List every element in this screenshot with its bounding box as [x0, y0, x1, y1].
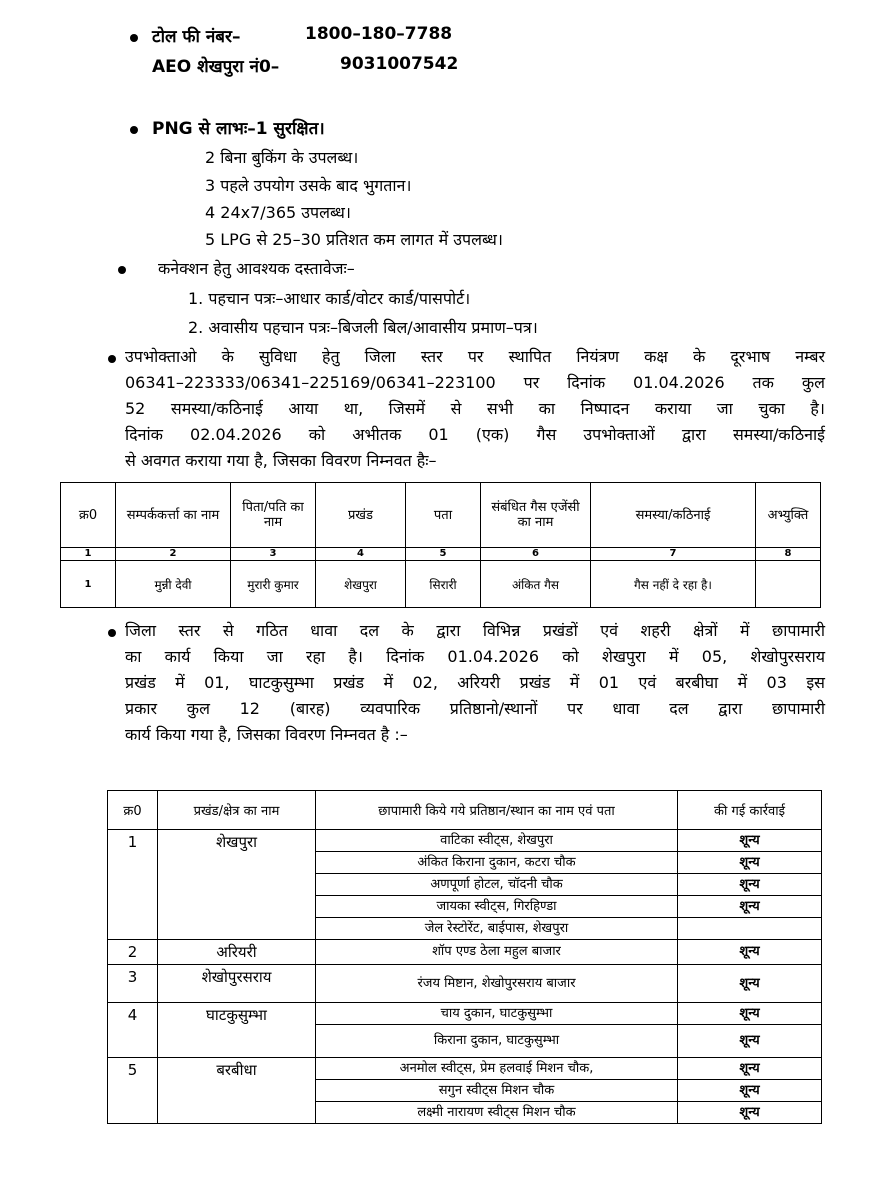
column-header: अभ्युक्ति — [756, 483, 821, 548]
raid-table — [107, 790, 822, 1124]
action-taken: शून्य — [678, 1058, 822, 1080]
toll-free-label: टोल फी नंबर– — [152, 27, 241, 47]
aeo-label: AEO शेखपुरा नं0– — [152, 57, 280, 77]
column-number: 4 — [316, 548, 406, 561]
table-cell: अंकित गैस — [481, 561, 591, 608]
document-item: 2. अवासीय पहचान पत्रः–बिजली बिल/आवासीय प्रमाण–पत्र। — [188, 318, 538, 337]
paragraph-line: का कार्य किया जा रहा है। दिनांक 01.04.2026 को शेखपुरा में 05, शेखोपुरसराय — [125, 647, 825, 666]
establishment-name: अणपूर्णा होटल, चॉदनी चौक — [316, 874, 678, 896]
paragraph-line: उपभोक्ताओ के सुविधा हेतु जिला स्तर पर स्थापित नियंत्रण कक्ष के दूरभाष नम्बर — [125, 347, 825, 366]
column-header: क्र0 — [61, 483, 116, 548]
block-name: शेखोपुरसराय — [158, 965, 316, 1003]
table-cell — [756, 561, 821, 608]
table-cell: शेखपुरा — [316, 561, 406, 608]
establishment-name: शॉप एण्ड ठेला महुल बाजार — [316, 940, 678, 965]
action-taken — [678, 918, 822, 940]
column-number: 7 — [591, 548, 756, 561]
png-benefit-item: 5 LPG से 25–30 प्रतिशत कम लागत में उपलब्ध। — [205, 230, 503, 249]
block-name: अरियरी — [158, 940, 316, 965]
bullet-icon — [118, 266, 126, 274]
complaints-table — [60, 482, 821, 608]
control-room-paragraph — [125, 344, 825, 474]
table-header-row — [108, 791, 822, 830]
serial-number: 3 — [108, 965, 158, 1003]
png-benefit-item: 3 पहले उपयोग उसके बाद भुगतान। — [205, 176, 412, 195]
establishment-name: किराना दुकान, घाटकुसुम्भा — [316, 1025, 678, 1058]
establishment-name: चाय दुकान, घाटकुसुम्भा — [316, 1003, 678, 1025]
establishment-name: जेल रेस्टोरेंट, बाईपास, शेखपुरा — [316, 918, 678, 940]
bullet-icon — [108, 355, 116, 363]
table-cell: मुरारी कुमार — [231, 561, 316, 608]
block-name: शेखपुरा — [158, 830, 316, 940]
column-number: 8 — [756, 548, 821, 561]
column-header: क्र0 — [108, 791, 158, 830]
paragraph-line: से अवगत कराया गया है, जिसका विवरण निम्नवत हैः– — [125, 451, 437, 470]
paragraph-line: प्रकार कुल 12 (बारह) व्यवपारिक प्रतिष्ठानो/स्थानों पर धावा दल द्वारा छापामारी — [125, 699, 825, 718]
table-row — [108, 1058, 822, 1080]
table-cell: सिरारी — [406, 561, 481, 608]
column-header: पता — [406, 483, 481, 548]
column-header: छापामारी किये गये प्रतिष्ठान/स्थान का नाम एवं पता — [316, 791, 678, 830]
serial-number: 5 — [108, 1058, 158, 1124]
action-taken: शून्य — [678, 1025, 822, 1058]
table-header-row — [61, 483, 821, 548]
column-header: समस्या/कठिनाई — [591, 483, 756, 548]
serial-number: 4 — [108, 1003, 158, 1058]
table-row — [108, 965, 822, 1003]
block-name: बरबीधा — [158, 1058, 316, 1124]
table-cell: 1 — [61, 561, 116, 608]
column-header: संबंधित गैस एजेंसी का नाम — [481, 483, 591, 548]
establishment-name: अंकित किराना दुकान, कटरा चौक — [316, 852, 678, 874]
action-taken: शून्य — [678, 965, 822, 1003]
bullet-icon — [130, 126, 138, 134]
document-item: 1. पहचान पत्रः–आधार कार्ड/वोटर कार्ड/पासपोर्ट। — [188, 289, 471, 308]
column-number: 6 — [481, 548, 591, 561]
action-taken: शून्य — [678, 1003, 822, 1025]
serial-number: 2 — [108, 940, 158, 965]
establishment-name: अनमोल स्वीट्स, प्रेम हलवाई मिशन चौक, — [316, 1058, 678, 1080]
action-taken: शून्य — [678, 830, 822, 852]
block-name: घाटकुसुम्भा — [158, 1003, 316, 1058]
column-header: पिता/पति का नाम — [231, 483, 316, 548]
action-taken: शून्य — [678, 874, 822, 896]
action-taken: शून्य — [678, 896, 822, 918]
table-row — [108, 1003, 822, 1025]
column-number: 5 — [406, 548, 481, 561]
table-cell: गैस नहीं दे रहा है। — [591, 561, 756, 608]
toll-free-number: 1800–180–7788 — [305, 24, 453, 44]
paragraph-line: जिला स्तर से गठित धावा दल के द्वारा विभिन्न प्रखंडों एवं शहरी क्षेत्रों में छापामारी — [125, 621, 825, 640]
establishment-name: वाटिका स्वीट्स, शेखपुरा — [316, 830, 678, 852]
bullet-icon — [130, 34, 138, 42]
column-header: की गई कार्रवाई — [678, 791, 822, 830]
table-cell: मुन्नी देवी — [116, 561, 231, 608]
table-row — [108, 940, 822, 965]
png-benefit-item: 2 बिना बुकिंग के उपलब्ध। — [205, 148, 359, 167]
action-taken: शून्य — [678, 940, 822, 965]
paragraph-line: दिनांक 02.04.2026 को अभीतक 01 (एक) गैस उपभोक्ताओं द्वारा समस्या/कठिनाई — [125, 425, 825, 444]
column-number: 2 — [116, 548, 231, 561]
column-header: प्रखंड/क्षेत्र का नाम — [158, 791, 316, 830]
documents-heading: कनेक्शन हेतु आवश्यक दस्तावेजः– — [158, 259, 355, 278]
action-taken: शून्य — [678, 852, 822, 874]
table-row — [108, 830, 822, 852]
establishment-name: लक्ष्मी नारायण स्वीट्स मिशन चौक — [316, 1102, 678, 1124]
column-number-row — [61, 548, 821, 561]
serial-number: 1 — [108, 830, 158, 940]
png-benefits-heading: PNG से लाभः–1 सुरक्षित। — [152, 119, 325, 139]
establishment-name: सगुन स्वीट्स मिशन चौक — [316, 1080, 678, 1102]
establishment-name: जायका स्वीट्स, गिरहिण्डा — [316, 896, 678, 918]
column-number: 1 — [61, 548, 116, 561]
column-header: प्रखंड — [316, 483, 406, 548]
table-row — [61, 561, 821, 608]
paragraph-line: प्रखंड में 01, घाटकुसुम्भा प्रखंड में 02, अरियरी प्रखंड में 01 एवं बरबीघा में 03 इस — [125, 673, 825, 692]
paragraph-line: कार्य किया गया है, जिसका विवरण निम्नवत है :– — [125, 725, 408, 744]
paragraph-line: 52 समस्या/कठिनाई आया था, जिसमें से सभी का निष्पादन कराया जा चुका है। — [125, 399, 825, 418]
establishment-name: रंजय मिष्टान, शेखोपुरसराय बाजार — [316, 965, 678, 1003]
bullet-icon — [108, 629, 116, 637]
column-header: सम्पर्ककर्त्ता का नाम — [116, 483, 231, 548]
aeo-number: 9031007542 — [340, 54, 459, 74]
action-taken: शून्य — [678, 1080, 822, 1102]
raid-paragraph — [125, 618, 825, 748]
column-number: 3 — [231, 548, 316, 561]
action-taken: शून्य — [678, 1102, 822, 1124]
paragraph-line: 06341–223333/06341–225169/06341–223100 पर दिनांक 01.04.2026 तक कुल — [125, 373, 825, 392]
png-benefit-item: 4 24x7/365 उपलब्ध। — [205, 203, 351, 222]
